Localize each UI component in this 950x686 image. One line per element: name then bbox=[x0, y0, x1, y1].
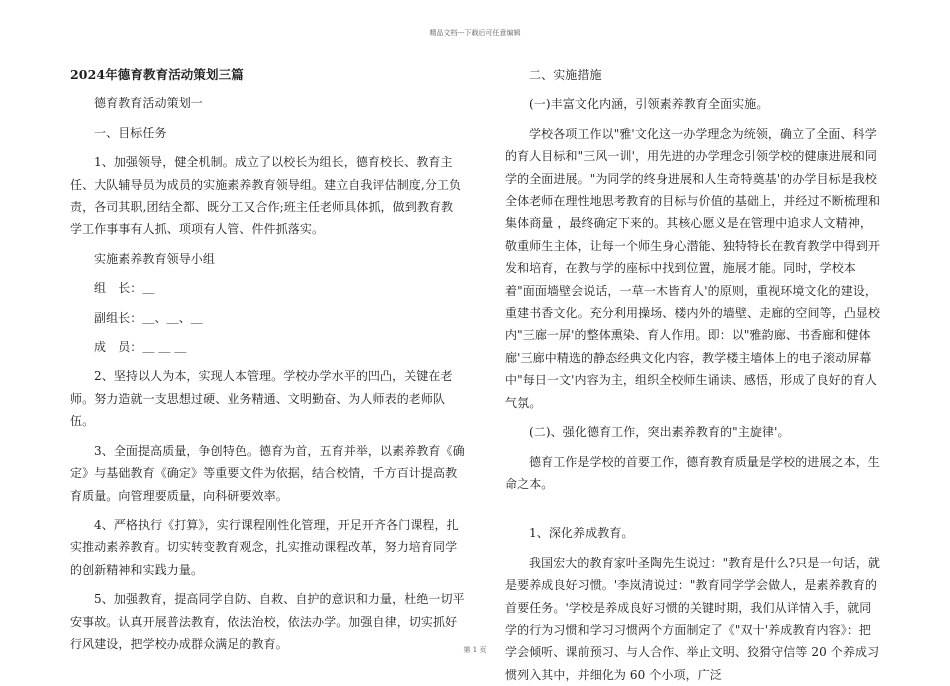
right-column bbox=[505, 64, 883, 686]
paragraph: 5、加强教育，提高同学自防、自救、自护的意识和力量，杜绝一切平安事故。认真开展普法教育，依法治校，依法办学。加强自律，切实抓好行风建设，把学校办成群众满足的教育。 bbox=[70, 592, 465, 651]
paragraph: 德育工作是学校的首要工作，德育教育质量是学校的进展之本，生命之本。 bbox=[505, 454, 880, 491]
document-title: 2024年德育教育活动策划三篇 bbox=[70, 67, 244, 82]
paragraph: 实施素养教育领导小组 bbox=[94, 251, 216, 266]
page-header: 精品文档---下载后可任意编辑 bbox=[429, 29, 521, 37]
paragraph: 1、加强领导，健全机制。成立了以校长为组长，德育校长、教育主任、大队辅导员为成员的实施素养教育领导组。建立自我评估制度,分工负责，各司其职,团结全都、既分工又合作;班主任老师具体抓，做到教育教学工作事事有人抓、项项有人管、件件抓落实。 bbox=[70, 155, 462, 237]
paragraph: 我国宏大的教育家叶圣陶先生说过："教育是什么?只是一句话，就是要养成良好习惯。'李岚清说过："教育同学学会做人，是素养教育的首要任务。'学校是养成良好习惯的关键时期，我们从详情入手，就同学的行为习惯和学习习惯两个方面制定了《"双十'养成教育内容》：把学会倾听、课前预习、与人合作、举止文明、狡猾守信等 20 个养成习惯列入其中，并细化为 60 个小项，广泛 bbox=[505, 555, 880, 682]
section-heading: (一)丰富文化内涵，引领素养教育全面实施。 bbox=[529, 97, 769, 112]
section-heading: 二、实施措施 bbox=[529, 68, 602, 82]
section-heading: (二)、强化德育工作，突出素养教育的"主旋律'。 bbox=[529, 425, 790, 440]
section-heading: 德育教育活动策划一 bbox=[94, 96, 203, 111]
blank-gap bbox=[505, 495, 883, 515]
section-heading: 一、目标任务 bbox=[94, 125, 167, 140]
paragraph: 2、坚持以人为本，实现人本管理。学校办学水平的凹凸，关键在老师。努力造就一支思想过硬、业务精通、文明勤奋、为人师表的老师队伍。 bbox=[70, 369, 453, 429]
paragraph: 3、全面提高质量，争创特色。德育为首，五育并举，以素养教育《确定》与基础教育《确定》等重要文件为依据，结合校情，千方百计提高教育质量。向管理要质量，向科研要效率。 bbox=[70, 443, 465, 503]
paragraph: 4、严格执行《打算》，实行课程刚性化管理，开足开齐各门课程，扎实推动素养教育。切实转变教育观念，扎实推动课程改革，努力培育同学的创新精神和实践力量。 bbox=[70, 517, 459, 577]
page-footer: 第 1 页 bbox=[463, 646, 487, 654]
section-heading: 1、深化养成教育。 bbox=[529, 526, 634, 541]
paragraph: 成 员：＿ ＿ ＿ bbox=[94, 340, 187, 355]
paragraph: 组 长：＿ bbox=[94, 281, 155, 296]
paragraph: 副组长：＿、＿、＿ bbox=[94, 310, 203, 325]
paragraph: 学校各项工作以"雅'文化这一办学理念为统领，确立了全面、科学的育人目标和"三风一训'，用先进的办学理念引领学校的健康进展和同学的全面进展。"为同学的终身进展和人生奇特奠基'的办学目标是我校全体老师在理性地思考教育的目标与价值的基础上，并经过不断梳理和集体商量 ，最终确定下来的。其核心愿义是在管理中追求人文精神，敬重师生主体，让每一个师生身心潜能、独特特长在教育教学中得到开发和培育，在教与学的座标中找到位置，施展才能。同时，学校本着"面面墙壁会说话，一草一木皆育人'的原则，重视环境文化的建设，重建书香文化。充分利用操场、楼内外的墙壁、走廊的空间等，凸显校内"三廊一屏'的整体熏染、育人作用。即：以"雅韵廊、书香廊和健体廊'三廊中精选的静态经典文化内容，教学楼主墙体上的电子滚动屏幕中"每日一文'内容为主，组织全校师生诵读、感悟，形成了良好的育人气氛。 bbox=[505, 126, 881, 410]
left-column bbox=[70, 64, 465, 655]
